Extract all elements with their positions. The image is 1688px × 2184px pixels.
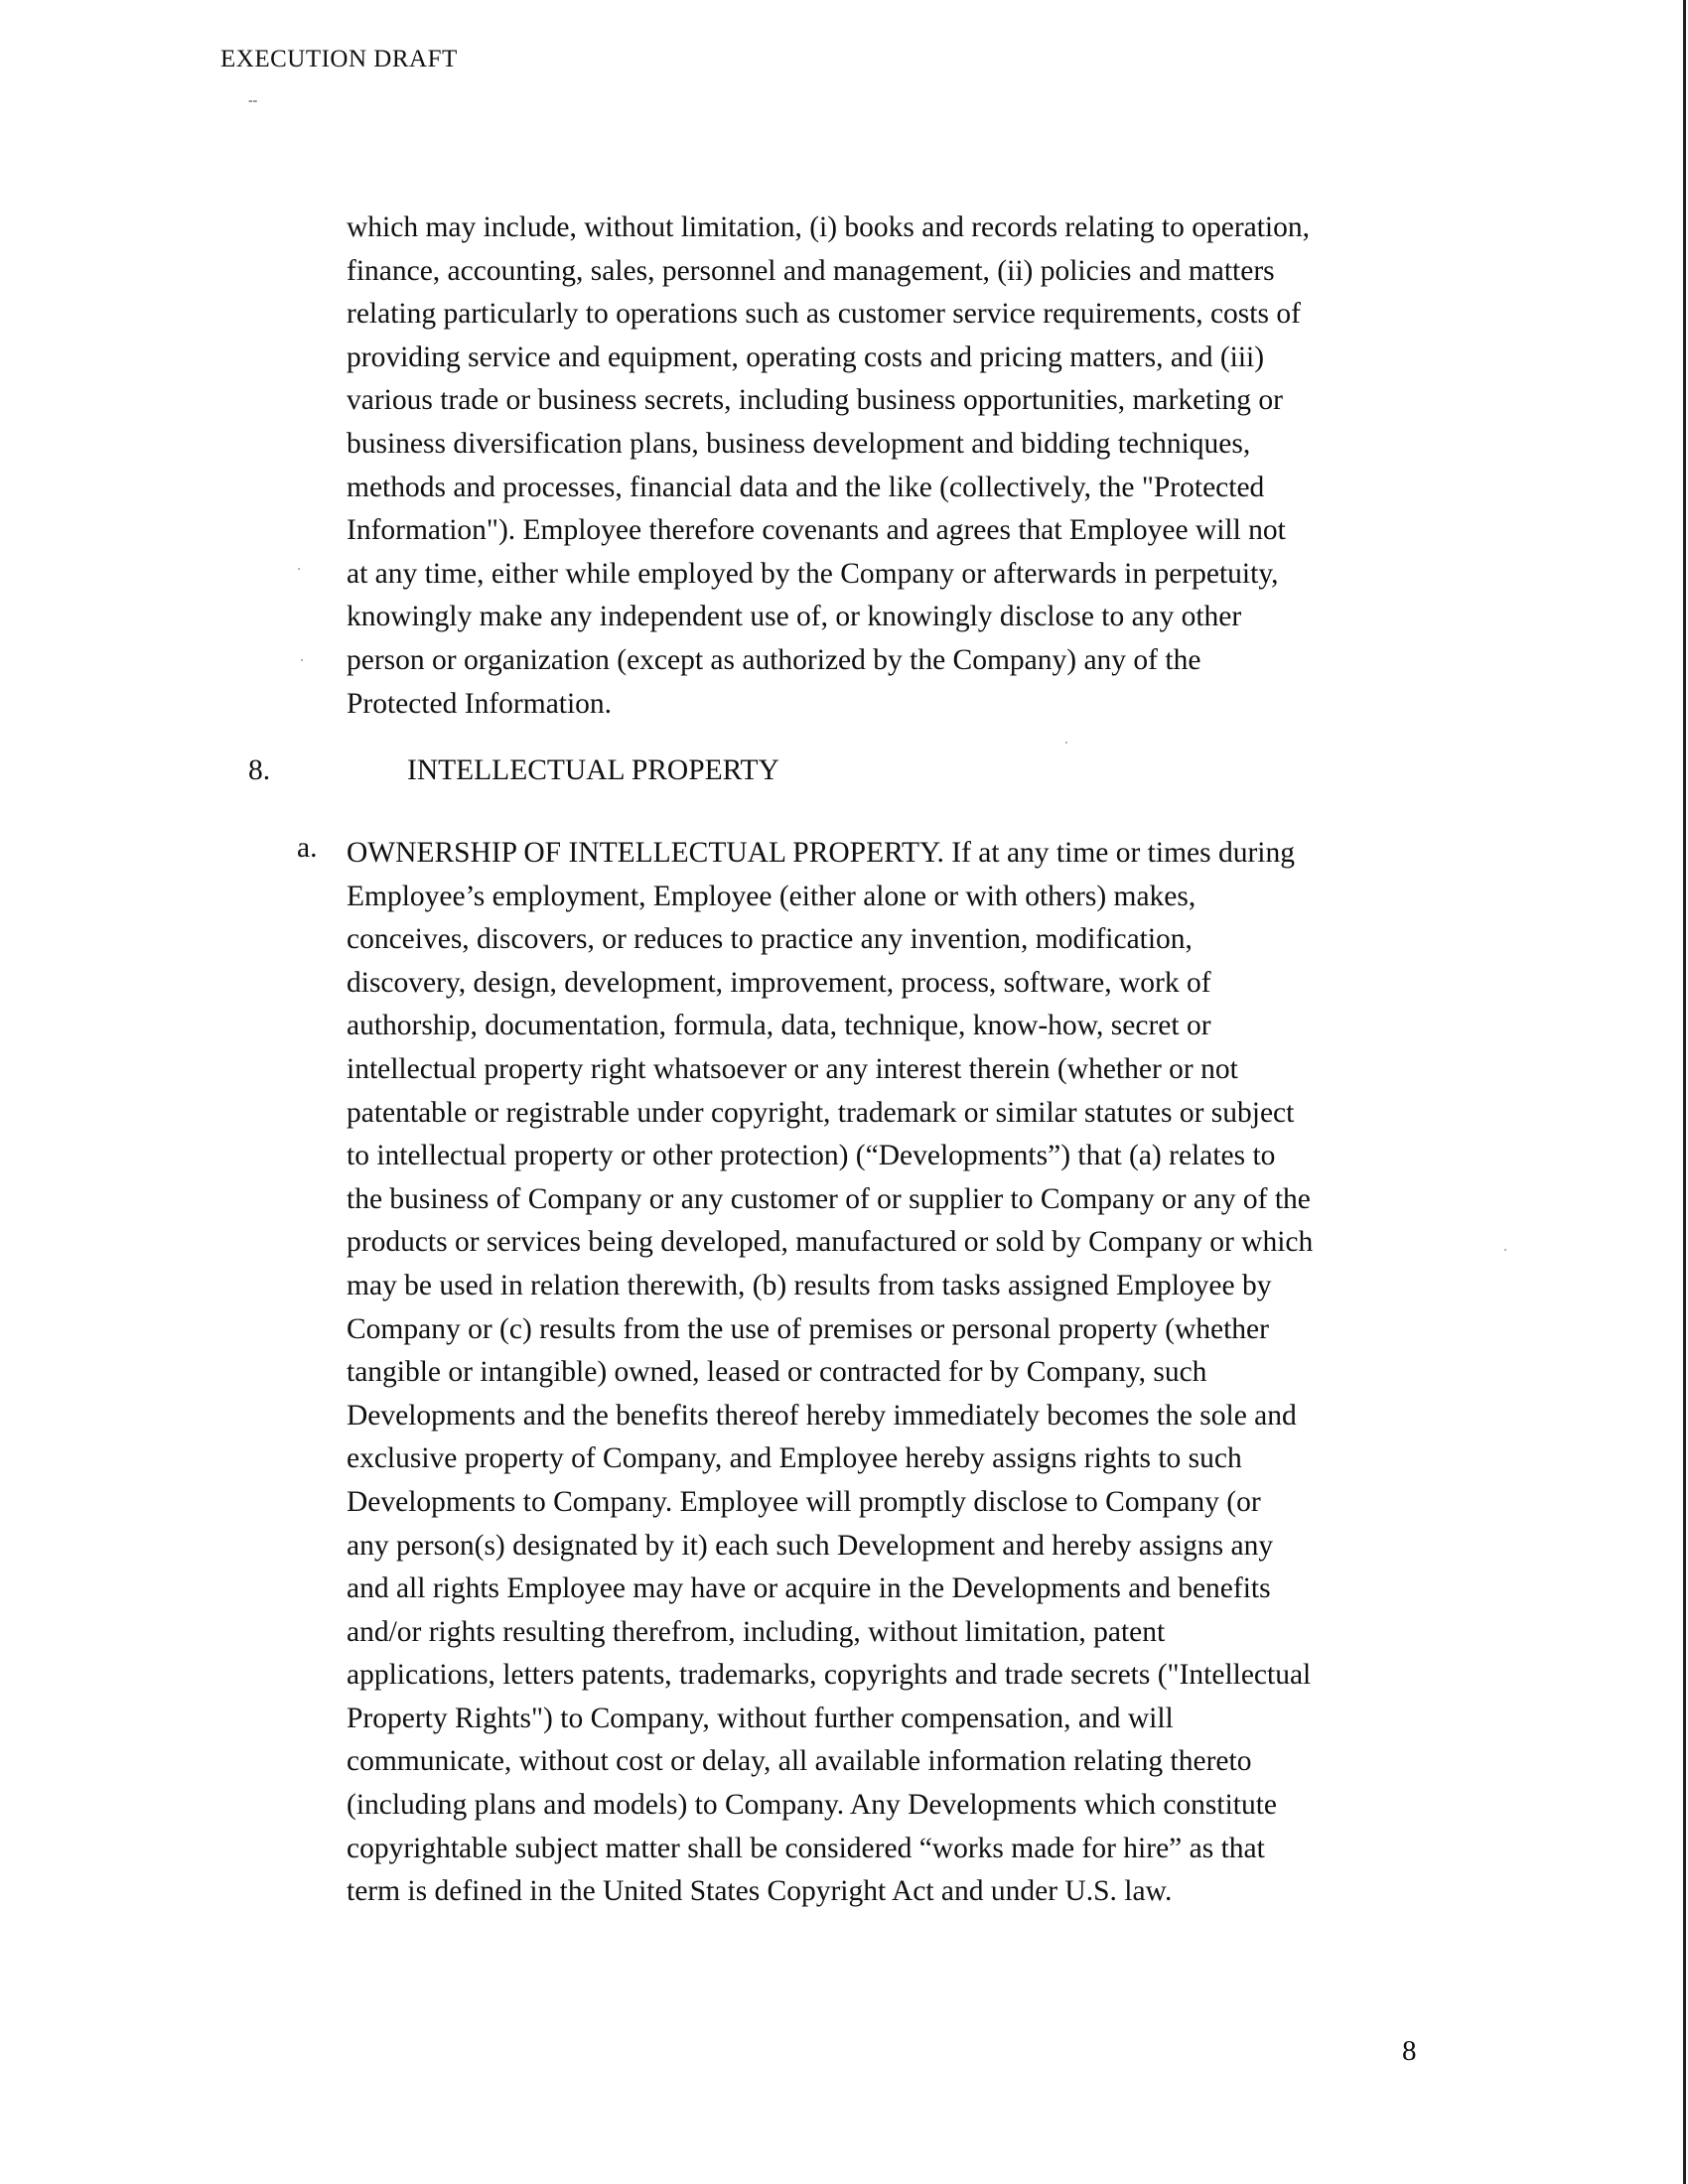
subsection-a-paragraph xyxy=(347,832,1313,1914)
text-line: finance, accounting, sales, personnel and management, (ii) policies and matters xyxy=(347,254,1275,287)
text-line: products or services being developed, manufactured or sold by Company or which xyxy=(347,1226,1314,1259)
section-title: INTELLECTUAL PROPERTY xyxy=(407,754,779,786)
header-mark: -- xyxy=(248,93,258,108)
text-line: intellectual property right whatsoever or any interest therein (whether or not xyxy=(347,1052,1238,1085)
document-header: EXECUTION DRAFT xyxy=(220,46,458,72)
text-line: Developments to Company. Employee will promptly disclose to Company (or xyxy=(347,1485,1261,1518)
text-line: (including plans and models) to Company. Any Developments which constitute xyxy=(347,1789,1278,1822)
text-line: and/or rights resulting therefrom, including, without limitation, patent xyxy=(347,1615,1166,1648)
scan-speck xyxy=(298,568,300,570)
page-edge-line xyxy=(1683,0,1686,2184)
page-number: 8 xyxy=(1402,2035,1417,2067)
text-line: conceives, discovers, or reduces to practice any invention, modification, xyxy=(347,923,1193,956)
scan-speck xyxy=(301,659,303,661)
text-line: providing service and equipment, operating costs and pricing matters, and (iii) xyxy=(347,341,1265,373)
text-line: knowingly make any independent use of, or knowingly disclose to any other xyxy=(347,601,1242,633)
text-line: term is defined in the United States Copyright Act and under U.S. law. xyxy=(347,1875,1173,1908)
text-line: Information"). Employee therefore covenants and agrees that Employee will not xyxy=(347,514,1286,547)
text-line: Developments and the benefits thereof hereby immediately becomes the sole and xyxy=(347,1399,1297,1432)
continuation-paragraph xyxy=(347,206,1310,726)
text-line: the business of Company or any customer of or supplier to Company or any of the xyxy=(347,1182,1311,1215)
text-line: Property Rights") to Company, without further compensation, and will xyxy=(347,1702,1174,1734)
text-line: various trade or business secrets, including business opportunities, marketing or xyxy=(347,384,1284,417)
text-line: communicate, without cost or delay, all available information relating thereto xyxy=(347,1745,1252,1778)
text-line: any person(s) designated by it) each such Development and hereby assigns any xyxy=(347,1529,1274,1562)
text-line: exclusive property of Company, and Employee hereby assigns rights to such xyxy=(347,1442,1242,1475)
text-line: authorship, documentation, formula, data, technique, know-how, secret or xyxy=(347,1010,1211,1042)
text-line: patentable or registrable under copyright, trademark or similar statutes or subject xyxy=(347,1096,1295,1129)
text-line: Company or (c) results from the use of premises or personal property (whether xyxy=(347,1312,1269,1345)
text-line: business diversification plans, business development and bidding techniques, xyxy=(347,427,1251,460)
text-line: Protected Information. xyxy=(347,687,613,720)
section-number: 8. xyxy=(248,754,271,786)
text-line: methods and processes, financial data and the like (collectively, the "Protected xyxy=(347,471,1265,503)
text-line: OWNERSHIP OF INTELLECTUAL PROPERTY. If at any time or times during xyxy=(347,837,1295,869)
text-line: may be used in relation therewith, (b) results from tasks assigned Employee by xyxy=(347,1269,1272,1301)
text-line: tangible or intangible) owned, leased or contracted for by Company, such xyxy=(347,1356,1207,1389)
subsection-label: a. xyxy=(297,832,318,864)
text-line: Employee’s employment, Employee (either alone or with others) makes, xyxy=(347,880,1196,912)
text-line: discovery, design, development, improvement, process, software, work of xyxy=(347,966,1211,999)
scan-speck xyxy=(1065,742,1067,744)
scan-speck xyxy=(1504,1249,1506,1251)
text-line: which may include, without limitation, (i) books and records relating to operation, xyxy=(347,211,1310,243)
text-line: at any time, either while employed by the Company or afterwards in perpetuity, xyxy=(347,557,1279,590)
text-line: to intellectual property or other protection) (“Developments”) that (a) relates to xyxy=(347,1140,1276,1172)
text-line: and all rights Employee may have or acquire in the Developments and benefits xyxy=(347,1572,1271,1605)
text-line: relating particularly to operations such as customer service requirements, costs of xyxy=(347,298,1301,331)
text-line: applications, letters patents, trademarks, copyrights and trade secrets ("Intellectual xyxy=(347,1659,1312,1692)
text-line: person or organization (except as authorized by the Company) any of the xyxy=(347,643,1201,676)
text-line: copyrightable subject matter shall be considered “works made for hire” as that xyxy=(347,1832,1265,1864)
